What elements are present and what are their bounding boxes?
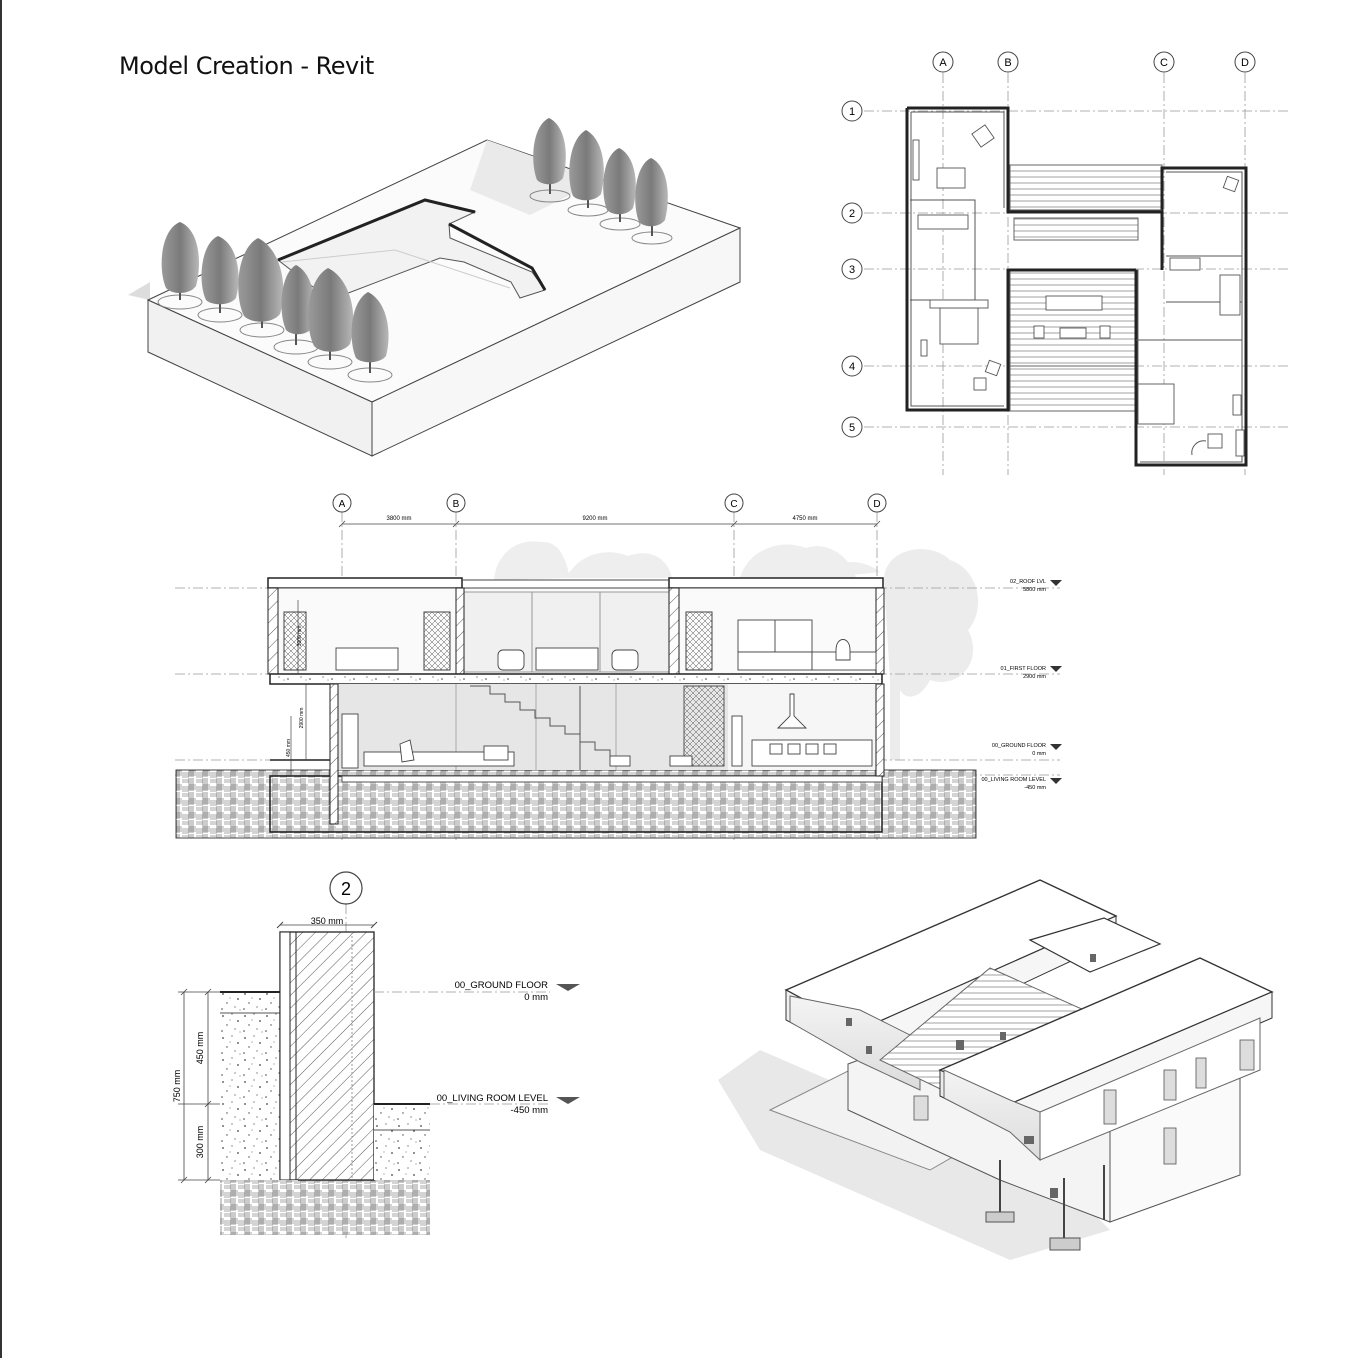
section-grid-col-a: A — [338, 499, 346, 510]
detail-dim-upper: 450 mm — [195, 1031, 205, 1065]
section-dim-ab: 3800 mm — [386, 516, 412, 522]
site-axonometric — [128, 118, 740, 456]
level-roof-name: 02_ROOF LVL — [1010, 579, 1046, 585]
section-grid-col-b: B — [452, 499, 460, 510]
detail-level-ground-value: 0 mm — [524, 992, 548, 1003]
plan-grid-row-1: 1 — [848, 106, 856, 118]
plan-grid-row-bubbles — [842, 101, 862, 437]
section-level-markers — [982, 579, 1063, 791]
floor-plan — [842, 52, 1290, 475]
plan-grid-row-5: 5 — [848, 422, 856, 434]
level-roof-value: 5800 mm — [1023, 587, 1046, 593]
section-vdim-upper: 3000 mm — [297, 625, 303, 647]
level-living-value: -450 mm — [1024, 785, 1046, 791]
detail-width-dim: 350 mm — [310, 916, 344, 926]
section-grid-col-c: C — [730, 499, 738, 510]
plan-grid-col-c: C — [1160, 57, 1168, 69]
plan-grid-col-b: B — [1004, 57, 1012, 69]
detail-level-ground-name: 00_GROUND FLOOR — [454, 980, 548, 991]
section-vdim-step: 450 mm — [286, 738, 292, 758]
plan-grid-row-2: 2 — [848, 208, 856, 220]
plan-grid-row-3: 3 — [848, 264, 856, 276]
detail-dim-total: 750 mm — [172, 1069, 182, 1103]
level-first-value: 2900 mm — [1023, 674, 1046, 680]
plan-grid-row-4: 4 — [848, 361, 856, 373]
level-living-name: 00_LIVING ROOM LEVEL — [981, 777, 1046, 783]
plan-grid-col-bubbles — [933, 52, 1255, 72]
detail-dim-lower: 300 mm — [195, 1125, 205, 1159]
detail-level-living-name: 00_LIVING ROOM LEVEL — [436, 1093, 548, 1104]
plan-grid-col-d: D — [1241, 57, 1249, 69]
plan-grid-col-a: A — [939, 57, 947, 69]
building-axonometric — [718, 880, 1272, 1260]
section-grid-col-d: D — [873, 499, 881, 510]
detail-bubble: 2 — [340, 879, 352, 899]
level-first-name: 01_FIRST FLOOR — [1000, 666, 1046, 672]
level-ground-value: 0 mm — [1032, 751, 1046, 757]
building-section — [175, 494, 1062, 840]
section-vdim-lower: 2900 mm — [299, 707, 305, 729]
section-grid-bubbles — [333, 494, 886, 512]
section-dim-bc: 9200 mm — [582, 516, 608, 522]
wall-detail — [172, 872, 580, 1240]
page-title: Model Creation - Revit — [119, 52, 374, 80]
level-ground-name: 00_GROUND FLOOR — [991, 743, 1046, 749]
detail-level-living-value: -450 mm — [510, 1105, 548, 1116]
section-dim-cd: 4750 mm — [792, 516, 818, 522]
